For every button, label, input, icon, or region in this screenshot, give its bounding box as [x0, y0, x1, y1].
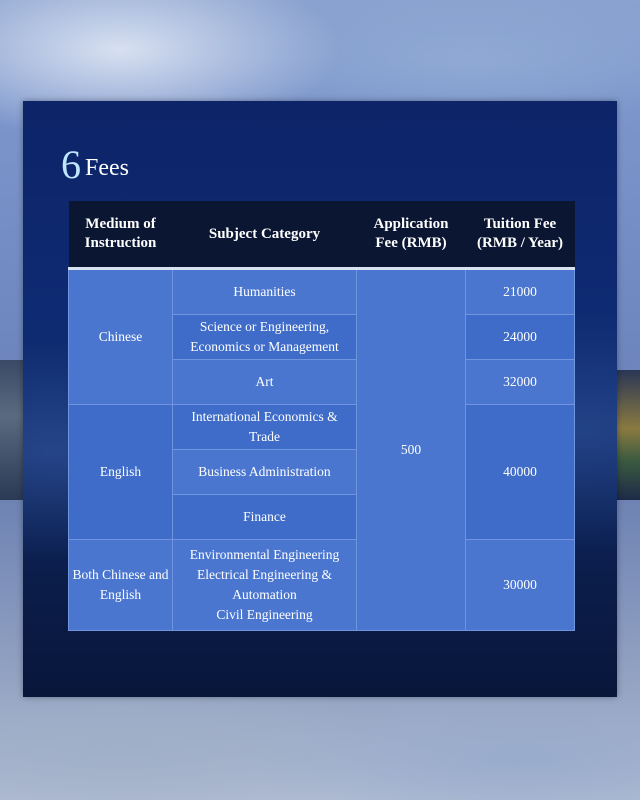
- table-row: [69, 269, 575, 315]
- tuition-both: 30000: [466, 540, 575, 631]
- table-header-row: [69, 201, 575, 269]
- medium-both: Both Chinese and English: [69, 540, 173, 631]
- subject-line: Environmental Engineering: [189, 546, 340, 562]
- table-row: [69, 540, 575, 631]
- medium-english: English: [69, 405, 173, 540]
- subject-business-administration: Business Administration: [173, 450, 357, 495]
- subject-line: Electrical Engineering & Automation: [197, 566, 332, 602]
- header-subject: Subject Category: [173, 201, 357, 269]
- header-application-fee: Application Fee (RMB): [357, 201, 466, 269]
- tuition-science-engineering: 24000: [466, 315, 575, 360]
- fees-slide: [23, 101, 617, 697]
- application-fee-value: 500: [357, 269, 466, 631]
- subject-engineering-group: [173, 540, 357, 631]
- background-lights-right: [614, 370, 640, 500]
- tuition-english: 40000: [466, 405, 575, 540]
- subject-finance: Finance: [173, 495, 357, 540]
- tuition-art: 32000: [466, 360, 575, 405]
- subject-art: Art: [173, 360, 357, 405]
- subject-international-economics: International Economics & Trade: [173, 405, 357, 450]
- section-number: 6: [61, 142, 81, 187]
- table-row: [69, 405, 575, 450]
- header-medium: Medium of Instruction: [69, 201, 173, 269]
- header-tuition-fee: Tuition Fee (RMB / Year): [466, 201, 575, 269]
- tuition-humanities: 21000: [466, 269, 575, 315]
- medium-chinese: Chinese: [69, 269, 173, 405]
- fees-table: [68, 201, 575, 631]
- subject-science-engineering: Science or Engineering, Economics or Management: [173, 315, 357, 360]
- section-title: [61, 141, 129, 188]
- section-label: Fees: [85, 155, 129, 181]
- subject-humanities: Humanities: [173, 269, 357, 315]
- subject-line: Civil Engineering: [216, 607, 313, 623]
